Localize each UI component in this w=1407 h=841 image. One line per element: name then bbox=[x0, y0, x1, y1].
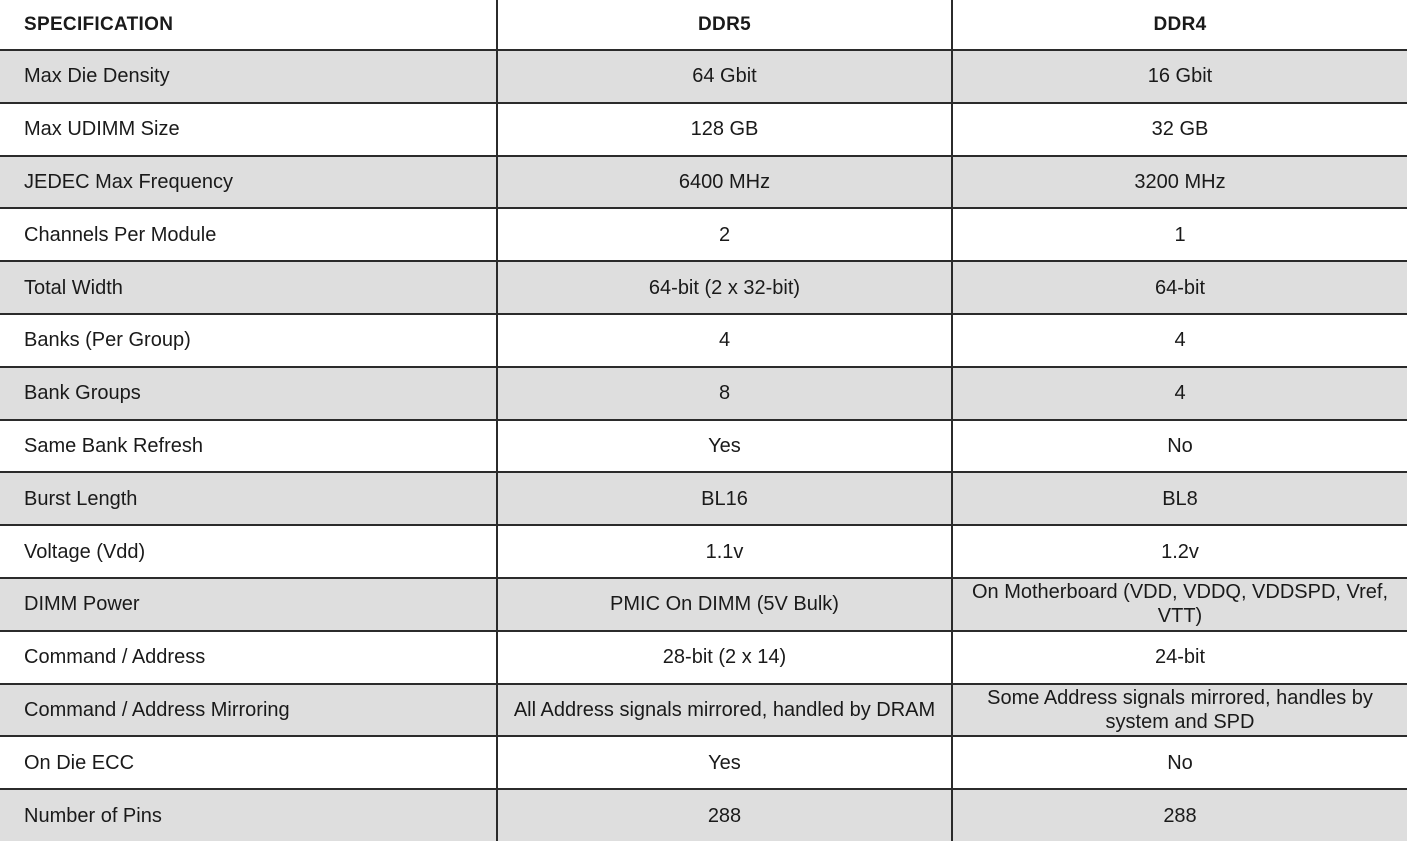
ddr5-value: 4 bbox=[497, 314, 952, 367]
spec-label: Same Bank Refresh bbox=[0, 420, 497, 473]
ddr5-value: 64-bit (2 x 32-bit) bbox=[497, 261, 952, 314]
spec-label: Burst Length bbox=[0, 472, 497, 525]
ddr4-value: 4 bbox=[952, 314, 1407, 367]
ddr4-value: 24-bit bbox=[952, 631, 1407, 684]
spec-label: Bank Groups bbox=[0, 367, 497, 420]
table-row bbox=[0, 367, 1407, 420]
spec-label: On Die ECC bbox=[0, 736, 497, 789]
table-row bbox=[0, 50, 1407, 103]
ddr5-value: 128 GB bbox=[497, 103, 952, 156]
spec-label: Max UDIMM Size bbox=[0, 103, 497, 156]
ddr4-value: No bbox=[952, 420, 1407, 473]
table-row bbox=[0, 525, 1407, 578]
spec-label: Command / Address bbox=[0, 631, 497, 684]
header-ddr4: DDR4 bbox=[952, 0, 1407, 50]
ddr4-value: 3200 MHz bbox=[952, 156, 1407, 209]
spec-label: Channels Per Module bbox=[0, 208, 497, 261]
ddr5-value: 2 bbox=[497, 208, 952, 261]
ddr4-value: 32 GB bbox=[952, 103, 1407, 156]
header-ddr5: DDR5 bbox=[497, 0, 952, 50]
ddr5-value: All Address signals mirrored, handled by DRAM bbox=[497, 684, 952, 737]
table-row bbox=[0, 789, 1407, 841]
ddr5-value: 6400 MHz bbox=[497, 156, 952, 209]
table-row bbox=[0, 420, 1407, 473]
ddr4-value: Some Address signals mirrored, handles by system and SPD bbox=[952, 684, 1407, 737]
header-specification: SPECIFICATION bbox=[0, 0, 497, 50]
ddr5-value: Yes bbox=[497, 736, 952, 789]
table-row bbox=[0, 103, 1407, 156]
ddr4-value: 64-bit bbox=[952, 261, 1407, 314]
table-row bbox=[0, 314, 1407, 367]
ddr4-value: 1.2v bbox=[952, 525, 1407, 578]
ddr5-value: PMIC On DIMM (5V Bulk) bbox=[497, 578, 952, 631]
ddr5-value: 28-bit (2 x 14) bbox=[497, 631, 952, 684]
ddr5-value: 1.1v bbox=[497, 525, 952, 578]
table-body bbox=[0, 50, 1407, 841]
spec-label: DIMM Power bbox=[0, 578, 497, 631]
ddr5-value: 8 bbox=[497, 367, 952, 420]
table-row bbox=[0, 472, 1407, 525]
ddr4-value: 16 Gbit bbox=[952, 50, 1407, 103]
spec-label: Banks (Per Group) bbox=[0, 314, 497, 367]
table-row bbox=[0, 208, 1407, 261]
ddr4-value: No bbox=[952, 736, 1407, 789]
ddr5-value: 288 bbox=[497, 789, 952, 841]
spec-label: Number of Pins bbox=[0, 789, 497, 841]
spec-label: Command / Address Mirroring bbox=[0, 684, 497, 737]
spec-label: Max Die Density bbox=[0, 50, 497, 103]
table-row bbox=[0, 156, 1407, 209]
ddr4-value: BL8 bbox=[952, 472, 1407, 525]
spec-label: Voltage (Vdd) bbox=[0, 525, 497, 578]
ddr4-value: 1 bbox=[952, 208, 1407, 261]
ddr5-value: 64 Gbit bbox=[497, 50, 952, 103]
ddr4-value: 288 bbox=[952, 789, 1407, 841]
table-row bbox=[0, 736, 1407, 789]
ddr4-value: 4 bbox=[952, 367, 1407, 420]
ddr5-value: Yes bbox=[497, 420, 952, 473]
table-row bbox=[0, 261, 1407, 314]
ddr4-value: On Motherboard (VDD, VDDQ, VDDSPD, Vref, VTT) bbox=[952, 578, 1407, 631]
spec-label: JEDEC Max Frequency bbox=[0, 156, 497, 209]
table-row bbox=[0, 578, 1407, 631]
table-row bbox=[0, 631, 1407, 684]
table-header bbox=[0, 0, 1407, 50]
spec-label: Total Width bbox=[0, 261, 497, 314]
ddr5-value: BL16 bbox=[497, 472, 952, 525]
table-row bbox=[0, 684, 1407, 737]
header-row bbox=[0, 0, 1407, 50]
